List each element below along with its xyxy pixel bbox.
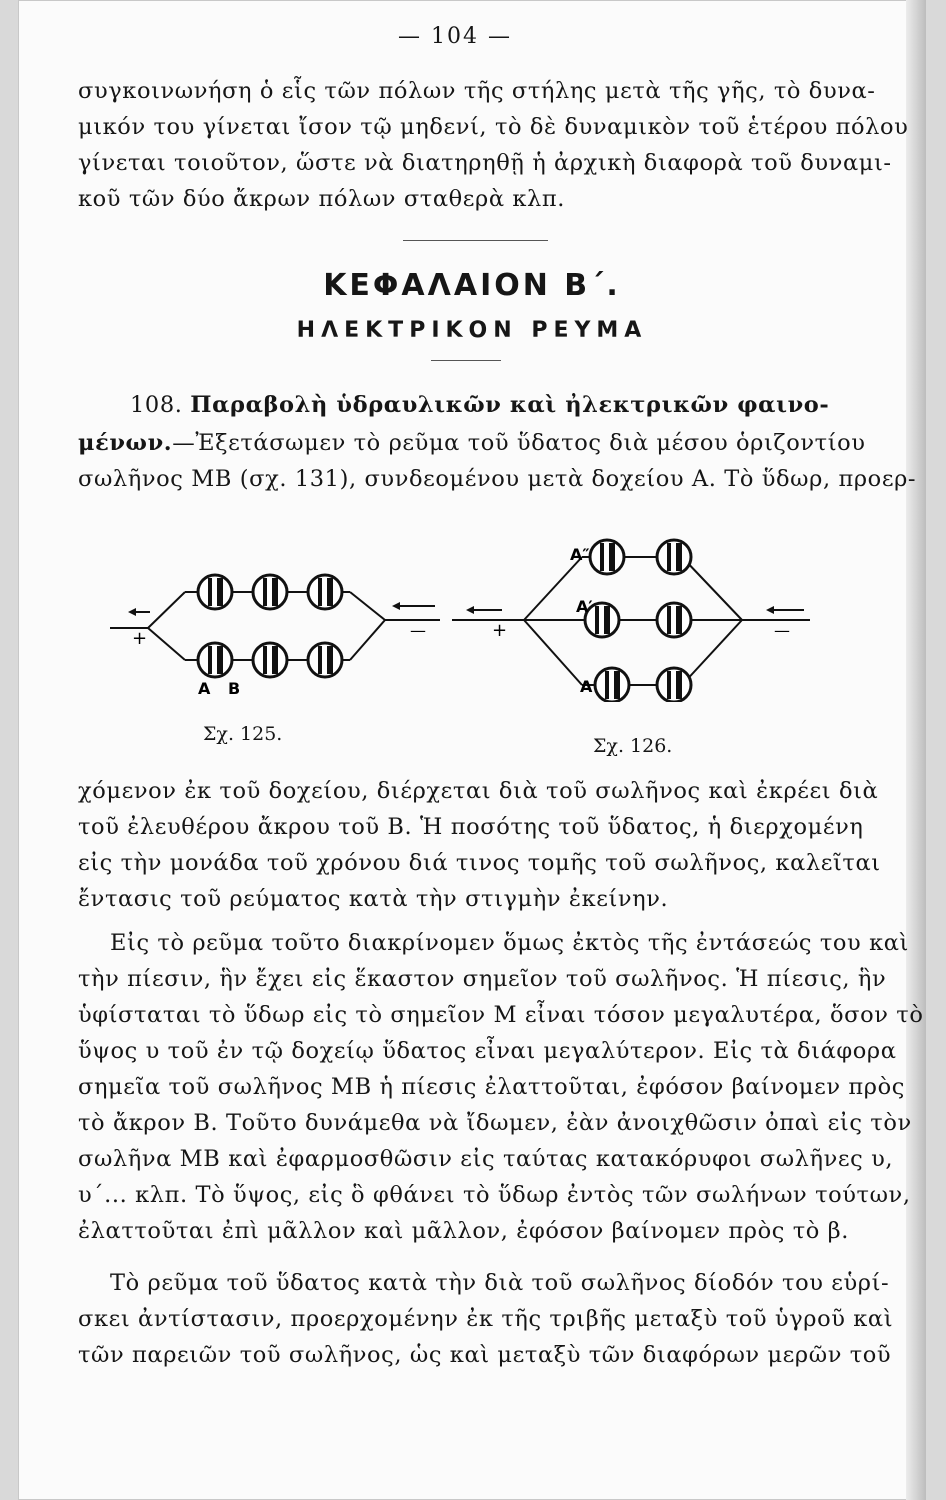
text-line: γίνεται τοιοῦτον, ὥστε νὰ διατηρηθῇ ἡ ἀρχικὴ διαφορὰ τοῦ δυναμι- [78, 150, 892, 176]
battery-cell [590, 540, 624, 574]
chapter-title: ΚΕΦΑΛΑΙΟΝ Β΄. [323, 268, 621, 303]
text-line: ὕψος υ τοῦ ἐν τῷ δοχείῳ ὕδατος εἶναι μεγαλύτερον. Εἰς τὰ διάφορα [78, 1038, 897, 1064]
divider-rule-short [431, 360, 501, 361]
text-line: τὴν πίεσιν, ἣν ἔχει εἰς ἕκαστον σημεῖον τοῦ σωλῆνος. Ἡ πίεσις, ἣν [78, 966, 887, 992]
section-number: 108. [130, 392, 183, 418]
battery-cell [657, 540, 691, 574]
figure-125-caption: Σχ. 125. [203, 723, 283, 745]
text-line: Εἰς τὸ ρεῦμα τοῦτο διακρίνομεν ὅμως ἐκτὸς τῆς ἐντάσεώς του καὶ [110, 930, 909, 956]
text-line: υ΄... κλπ. Τὸ ὕψος, εἰς ὃ φθάνει τὸ ὕδωρ ἐντὸς τῶν σωλήνων τούτων, [78, 1182, 911, 1208]
text-line: τῶν παρειῶν τοῦ σωλῆνος, ὡς καὶ μεταξὺ τῶν διαφόρων μερῶν τοῦ [78, 1342, 892, 1368]
cell-group-bottom [198, 643, 342, 677]
text-line: χόμενον ἐκ τοῦ δοχείου, διέρχεται διὰ τοῦ σωλῆνος καὶ ἐκρέει διὰ [78, 778, 879, 804]
fig126-label-a1: Α′ [576, 597, 593, 616]
book-page [18, 0, 926, 1500]
text-line: σημεῖα τοῦ σωλῆνος ΜΒ ἡ πίεσις ἐλαττοῦται, ἐφόσον βαίνομεν πρὸς [78, 1074, 905, 1100]
text-line: σκει ἀντίστασιν, προερχομένην ἐκ τῆς τριβῆς μεταξὺ τοῦ ὑγροῦ καὶ [78, 1306, 894, 1332]
battery-cell [308, 643, 342, 677]
fig126-label-a: Α [580, 677, 593, 696]
battery-cell [198, 643, 232, 677]
fig125-label-a: Α [198, 679, 211, 698]
page-number: — 104 — [398, 24, 512, 49]
section-heading-line [130, 392, 829, 418]
text-line: ὑφίσταται τὸ ὕδωρ εἰς τὸ σημεῖον Μ εἶναι τόσον μεγαλυτέρα, ὅσον τὸ [78, 1002, 924, 1028]
battery-cell [657, 603, 691, 637]
fig126-label-a2: Α″ [570, 545, 590, 564]
battery-cell [253, 575, 287, 609]
section-title: Παραβολὴ ὑδραυλικῶν καὶ ἠλεκτρικῶν φαινο- [190, 392, 830, 418]
battery-cell [198, 575, 232, 609]
text-line: Τὸ ρεῦμα τοῦ ὕδατος κατὰ τὴν διὰ τοῦ σωλῆνος δίοδόν του εὑρί- [110, 1270, 890, 1296]
text-line: συγκοινωνήση ὁ εἷς τῶν πόλων τῆς στήλης μετὰ τῆς γῆς, τὸ δυνα- [78, 78, 876, 104]
figure-125-diagram [110, 560, 450, 700]
battery-cell [253, 643, 287, 677]
fig125-plus: + [132, 628, 148, 649]
chapter-subtitle: ΗΛΕΚΤΡΙΚΟΝ ΡΕΥΜΑ [296, 318, 648, 343]
battery-cell [595, 668, 629, 702]
text-line: εἰς τὴν μονάδα τοῦ χρόνου διά τινος τομῆς τοῦ σωλῆνος, καλεῖται [78, 850, 881, 876]
fig126-minus: — [774, 621, 790, 640]
section-line [78, 430, 866, 456]
fig126-plus: + [492, 620, 508, 641]
battery-cell [657, 668, 691, 702]
text-line: σωλῆνα ΜΒ καὶ ἐφαρμοσθῶσιν εἰς ταύτας κατακόρυφοι σωλῆνες υ, [78, 1146, 894, 1172]
section-line: σωλῆνος ΜΒ (σχ. 131), συνδεομένου μετὰ δοχείου Α. Τὸ ὕδωρ, προερ- [78, 466, 917, 492]
figure-126-caption: Σχ. 126. [593, 735, 673, 757]
text-line: τοῦ ἐλευθέρου ἄκρου τοῦ Β. Ἡ ποσότης τοῦ ὕδατος, ἡ διερχομένη [78, 814, 864, 840]
cell-group-top [198, 575, 342, 609]
text-line: κοῦ τῶν δύο ἄκρων πόλων σταθερὰ κλπ. [78, 186, 566, 212]
section-text: —Ἐξετάσωμεν τὸ ρεῦμα τοῦ ὕδατος διὰ μέσου ὁριζοντίου [172, 430, 866, 456]
divider-rule [403, 240, 548, 241]
section-title-end: μένων. [78, 430, 173, 456]
text-line: ἔντασις τοῦ ρεύματος κατὰ τὴν στιγμὴν ἐκείνην. [78, 886, 669, 912]
fig125-label-b: Β [228, 679, 241, 698]
text-line: μικόν του γίνεται ἴσον τῷ μηδενί, τὸ δὲ δυναμικὸν τοῦ ἑτέρου πόλου [78, 114, 909, 140]
battery-cell [308, 575, 342, 609]
figure-126-diagram [452, 532, 812, 702]
text-line: τὸ ἄκρον Β. Τοῦτο δυνάμεθα νὰ ἴδωμεν, ἐὰν ἀνοιχθῶσιν ὀπαὶ εἰς τὸν [78, 1110, 912, 1136]
text-line: ἐλαττοῦται ἐπὶ μᾶλλον καὶ μᾶλλον, ἐφόσον βαίνομεν πρὸς τὸ β. [78, 1218, 849, 1244]
fig125-minus: — [410, 621, 426, 640]
page-spine-shadow [906, 0, 926, 1500]
